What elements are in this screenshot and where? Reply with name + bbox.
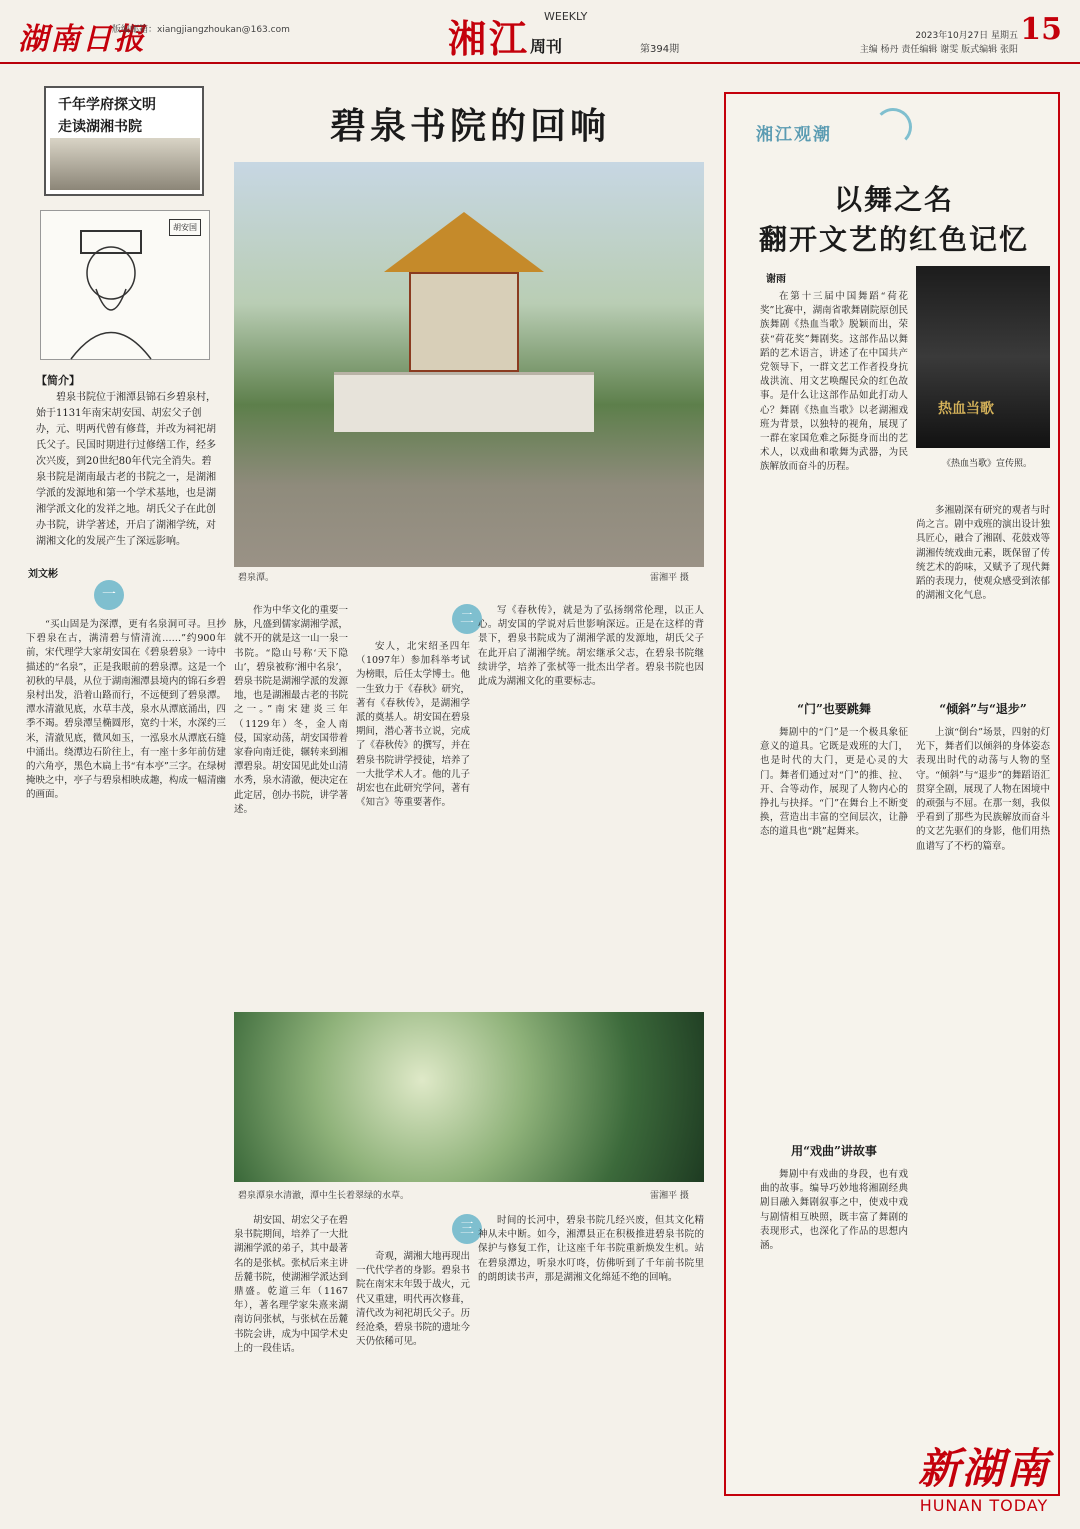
wave-icon — [874, 108, 912, 146]
intro-label: 【简介】 — [36, 374, 80, 387]
weekly-label: WEEKLY — [544, 10, 588, 23]
feature-column-d — [760, 1168, 908, 1484]
main-column-1 — [26, 618, 226, 1488]
main-column-7 — [478, 1214, 704, 1484]
hunan-today-watermark — [918, 1436, 1050, 1515]
section-number-3: 三 — [452, 1214, 482, 1244]
main-column-4 — [478, 604, 704, 1004]
feature-column-d-text: 舞剧中有戏曲的身段，也有戏曲的故事。编导巧妙地将湘剧经典剧目融入舞剧叙事之中，使戏中戏与剧情相互映照，既丰富了舞剧的表现形式，也深化了作品的思想内涵。 — [760, 1169, 908, 1252]
photo-pond-water — [234, 1012, 704, 1182]
photo1-credit: 雷湘平 摄 — [650, 573, 689, 583]
feature-column-a — [760, 290, 908, 694]
feature-headline-line-2: 翻开文艺的红色记忆 — [758, 223, 1029, 256]
section-title-main: 湘江 — [448, 16, 531, 61]
feature-photo-caption: 《热血当歌》宣传照。 — [942, 459, 1033, 469]
feature-tag: 湘江观潮 — [756, 125, 832, 145]
photo-biquan-pond — [234, 162, 704, 567]
feature-column-b — [916, 504, 1050, 694]
section-number-2: 二 — [452, 604, 482, 634]
feature-column-b-text: 多湘剧深有研究的观者与时尚之言。剧中戏班的演出设计独具匠心，融合了湘剧、花鼓戏等湖湘传统戏曲元素，既保留了传统艺术的韵味，又赋予了现代舞蹈的表现力，使观众感受到浓郁的湖湘文化气息。 — [916, 505, 1050, 602]
series-art — [50, 138, 200, 190]
main-column-4-text: 写《春秋传》，就是为了弘扬纲常伦理，以正人心。胡安国的学说对后世影响深远。正是在这样的背景下，碧泉书院成为了湖湘学派的发源地，胡氏父子在此开启了湖湘学统。胡宏继承父志，在碧泉书院继续讲学，培养了张栻等一批杰出学者。碧泉书院也因此成为湖湘文化的重要标志。 — [478, 605, 704, 688]
main-column-3 — [356, 640, 470, 1004]
feature-column-e — [916, 726, 1050, 1426]
feature-column-a-text: 在第十三届中国舞蹈“荷花奖”比赛中，湖南省歌舞剧院原创民族舞剧《热血当歌》脱颖而出，荣获“荷花奖”舞剧奖。这部作品以舞蹈的艺术语言，讲述了在中国共产党领导下，一群文艺工作者投身抗战洪流、用文艺唤醒民众的红色故事。是什么让这部作品如此打动人心？舞剧《热血当歌》以老湖湘戏班为背景，以独特的视角，展现了一群在家国危难之际挺身而出的艺术人，以戏曲和歌舞为武器，为民族解放而奋斗的历程。 — [760, 291, 908, 473]
main-column-5-text: 胡安国、胡宏父子在碧泉书院期间，培养了一大批湖湘学派的弟子，其中最著名的是张栻。张栻后来主讲岳麓书院，使湖湘学派达到鼎盛。乾道三年（1167年），著名理学家朱熹来湖南访问张栻，与张栻在岳麓书院会讲，成为中国学术史上的一段佳话。 — [234, 1215, 348, 1354]
pavilion-base — [334, 372, 594, 432]
main-column-7-text: 时间的长河中，碧泉书院几经兴废，但其文化精神从未中断。如今，湘潭县正在积极推进碧泉书院的保护与修复工作，让这座千年书院重新焕发生机。站在碧泉潭边，听泉水叮咚，仿佛听到了千年前书院里的朗朗读书声，那是湖湘文化绵延不绝的回响。 — [478, 1215, 704, 1283]
feature-photo — [916, 266, 1050, 448]
intro-body: 碧泉书院位于湘潭县锦石乡碧泉村，始于1131年南宋胡安国、胡宏父子创办，元、明两代曾有修葺，并改为祠祀胡氏父子。民国时期进行过修缮工作，经多次兴废，到20世纪80年代完全消失。碧泉书院是湖南最古老的书院之一，是湖湘学派的发源地和第一个学术基地，也是湖湘学派文化的发祥之地。胡氏父子在此创办书院，讲学著述，开启了湖湘学统，对湖湘文化的发展产生了深远影响。 — [36, 392, 216, 547]
series-box — [44, 86, 204, 196]
main-column-1-text: “买山固是为深潭，更有名泉洞可寻。旦抄下碧泉在古，满清碧与情清流……”约900年前，宋代理学大家胡安国在《碧泉碧泉》一诗中描述的“名泉”，正是我眼前的碧泉潭。这是一个初秋的早晨，从位于湖南湘潭县境内的锦石乡碧泉村出发，沿着山路而行，不远便到了碧泉潭。潭水清澈见底，水草丰茂，泉水从潭底涌出，四季不竭。碧泉潭呈椭圆形，宽约十米，水深约三米，清澈见底，微风如玉，一泓泉水从潭底石缝中涌出。绕潭边石阶往上，有一座十多年前仿建的六角亭，黑色木扁上书“有本亭”三字。在绿树掩映之中，亭子与碧泉相映成趣，构成一幅清幽的画面。 — [26, 619, 226, 801]
photo1-caption: 碧泉潭。 — [238, 573, 275, 583]
feature-column-c — [760, 726, 908, 1136]
series-line-2: 走读湖湘书院 — [58, 119, 142, 135]
portrait-tag: 胡安国 — [169, 219, 201, 236]
main-column-3-text: 安人，北宋绍圣四年（1097年）参加科举考试为榜眼，后任太学博士。他一生致力于《春秋》研究，著有《春秋传》，是湖湘学派的奠基人。胡安国在碧泉期间，潜心著书立说，完成了《春秋传》的撰写，并在碧泉书院讲学授徒，培养了一大批学术人才。他的儿子胡宏也在此研究学问，著有《知言》等重要著作。 — [356, 641, 470, 809]
editor-mail: 版编邮箱：xiangjiangzhoukan@163.com — [112, 25, 290, 35]
feature-box — [724, 92, 1060, 1496]
feature-subhead-2: 用“戏曲”讲故事 — [791, 1144, 877, 1158]
issue-number: 第394期 — [640, 44, 680, 55]
pavilion-roof — [384, 212, 544, 272]
feature-headline-line-1: 以舞之名 — [833, 183, 954, 216]
page-meta — [860, 30, 1018, 57]
editors-line: 主编 杨丹 责任编辑 谢雯 版式编辑 张阳 — [859, 44, 1018, 55]
watermark-logo: 新湖南 — [917, 1444, 1050, 1493]
main-column-2-text: 作为中华文化的重要一脉，凡盛到儒家湖湘学派，就不开的就是这一山一泉一书院。“隐山号称‘天下隐山’，碧泉被称‘湘中名泉’，碧泉书院是湖湘学派的发源地，也是湖湘最古老的书院之一。”南宋建炎三年（1129年）冬，金人南侵，国家动荡，胡安国带着家眷向南迁徙，辗转来到湘潭碧泉。胡安国见此处山清水秀，泉水清澈，便决定在此定居，创办书院，讲学著述。 — [234, 605, 348, 815]
watermark-logo-en: HUNAN TODAY — [919, 1496, 1049, 1515]
feature-subhead-1: “门”也要跳舞 — [797, 702, 871, 716]
feature-column-e-text: 上演“倒台”场景，四射的灯光下，舞者们以倾斜的身体姿态表现出时代的动荡与人物的坚守。“倾斜”与“退步”的舞蹈语汇贯穿全剧，展现了人物在困境中的顽强与不屈。在那一刻，我似乎看到了那些为民族解放而奋斗的文艺先驱们的身影，他们用热血谱写了不朽的篇章。 — [916, 727, 1050, 852]
portrait-illustration — [40, 210, 210, 360]
pavilion-body — [409, 272, 519, 372]
section-number-1: 一 — [94, 580, 124, 610]
main-column-6 — [356, 1250, 470, 1484]
series-line-1: 千年学府探文明 — [58, 97, 156, 113]
feature-subhead-3: “倾斜”与“退步” — [939, 702, 1027, 716]
photo2-credit: 雷湘平 摄 — [650, 1191, 689, 1201]
main-column-5 — [234, 1214, 348, 1484]
feature-author: 谢雨 — [766, 274, 786, 285]
page-number: 15 — [1020, 12, 1062, 47]
date-line: 2023年10月27日 星期五 — [915, 31, 1018, 41]
section-title-sub: 周刊 — [530, 37, 563, 56]
paper-name: 湖南日报 — [18, 22, 146, 57]
main-column-2 — [234, 604, 348, 1004]
byline-main: 刘文彬 — [28, 569, 58, 580]
main-headline: 碧泉书院的回响 — [329, 105, 610, 147]
feature-column-c-text: 舞剧中的“门”是一个极具象征意义的道具。它既是戏班的大门，也是时代的大门，更是心灵的大门。舞者们通过对“门”的推、拉、开、合等动作，展现了人物内心的挣扎与抉择。“门”在舞台上不断变换，营造出丰富的空间层次，让静态的道具也“跳”起舞来。 — [760, 727, 908, 838]
photo2-caption: 碧泉潭泉水清澈，潭中生长着翠绿的水草。 — [238, 1191, 410, 1201]
main-column-6-text: 奇观，湖湘大地再现出一代代学者的身影。碧泉书院在南宋末年毁于战火，元代又重建，明代再次修葺，清代改为祠祀胡氏父子。历经沧桑，碧泉书院的遗址今天仍依稀可见。 — [356, 1251, 470, 1348]
masthead — [0, 0, 1080, 64]
feature-photo-logo: 热血当歌 — [938, 401, 994, 417]
